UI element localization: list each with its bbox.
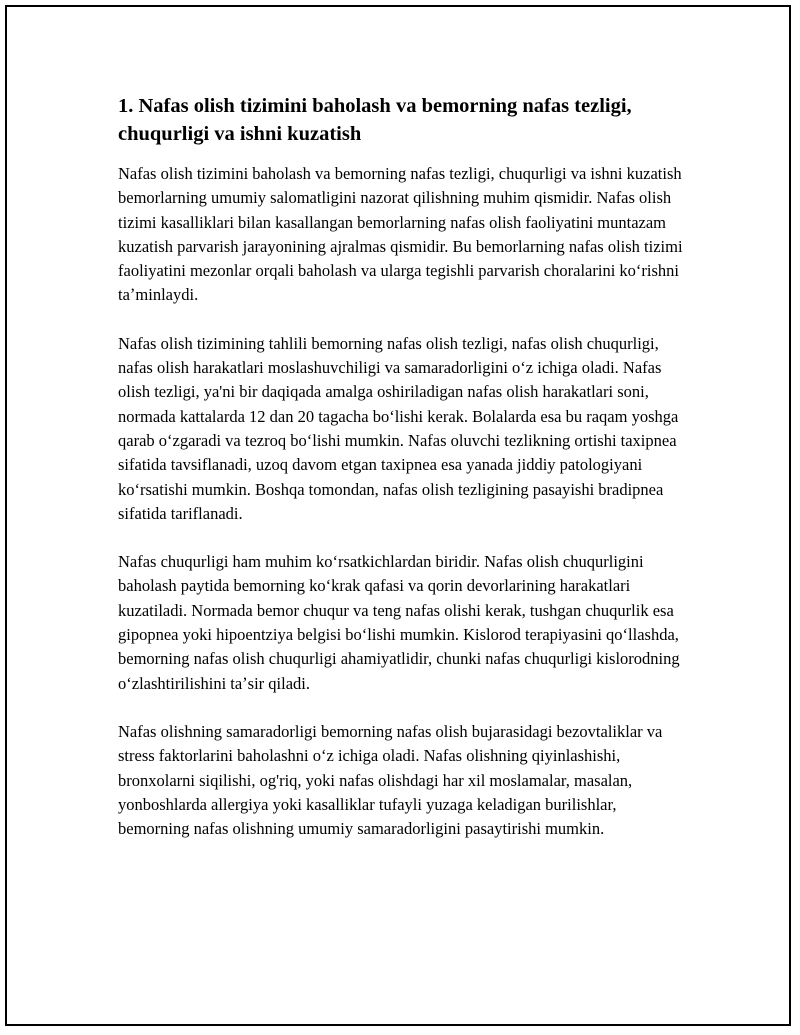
paragraph-4: Nafas olishning samaradorligi bemorning nafas olish bujarasidagi bezovtaliklar va stress faktorlarini baholashni oʻz ichiga oladi. Nafas olishning qiyinlashishi, bronxolarni siqilishi, og'riq, yoki nafas olishdagi har xil moslamalar, masalan, yonboshlarda allergiya yoki kasalliklar tufayli yuzaga keladigan burilishlar, bemorning nafas olishning umumiy samaradorligini pasaytirishi mumkin. — [118, 721, 663, 839]
paragraph-1: Nafas olish tizimini baholash va bemorning nafas tezligi, chuqurligi va ishni kuzatish bemorlarning umumiy salomatligini nazorat qilishning muhim qismidir. Nafas olish tizimi kasalliklari bilan kasallangan bemorlarning nafas olish faoliyatini muntazam kuzatish parvarish jarayonining ajralmas qismidir. Bu bemorlarning nafas olish tizimi faoliyatini mezonlar orqali baholash va ularga tegishli parvarish choralarini koʻrishni taʼminlaydi. — [118, 164, 683, 305]
paragraph-2: Nafas olish tizimining tahlili bemorning nafas olish tezligi, nafas olish chuqurligi, nafas olish harakatlari moslashuvchiligi va samaradorligini oʻz ichiga oladi. Nafas olish tezligi, ya'ni bir daqiqada amalga oshiriladigan nafas olish harakatlari soni, normada kattalarda 12 dan 20 tagacha boʻlishi kerak. Bolalarda esa bu raqam yoshga qarab oʻzgaradi va tezroq boʻlishi mumkin. Nafas oluvchi tezlikning ortishi taxipnea sifatida tavsiflanadi, uzoq davom etgan taxipnea esa yanada jiddiy patologiyani koʻrsatishi mumkin. Boshqa tomondan, nafas olish tezligining pasayishi bradipnea sifatida tariflanadi. — [118, 333, 679, 523]
paragraph-3: Nafas chuqurligi ham muhim koʻrsatkichlardan biridir. Nafas olish chuqurligini baholash paytida bemorning koʻkrak qafasi va qorin devorlarining harakatlari kuzatiladi. Normada bemor chuqur va teng nafas olishi kerak, tushgan chuqurlik esa gipopnea yoki hipoentziya belgisi boʻlishi mumkin. Kislorod terapiyasini qoʻllashda, bemorning nafas olish chuqurligi ahamiyatlidir, chunki nafas chuqurligi kislorodning oʻzlashtirilishini taʼsir qiladi. — [118, 552, 680, 693]
document-body — [118, 92, 688, 865]
section-heading: 1. Nafas olish tizimini baholash va bemorning nafas tezligi, chuqurligi va ishni kuzatish — [118, 95, 632, 145]
